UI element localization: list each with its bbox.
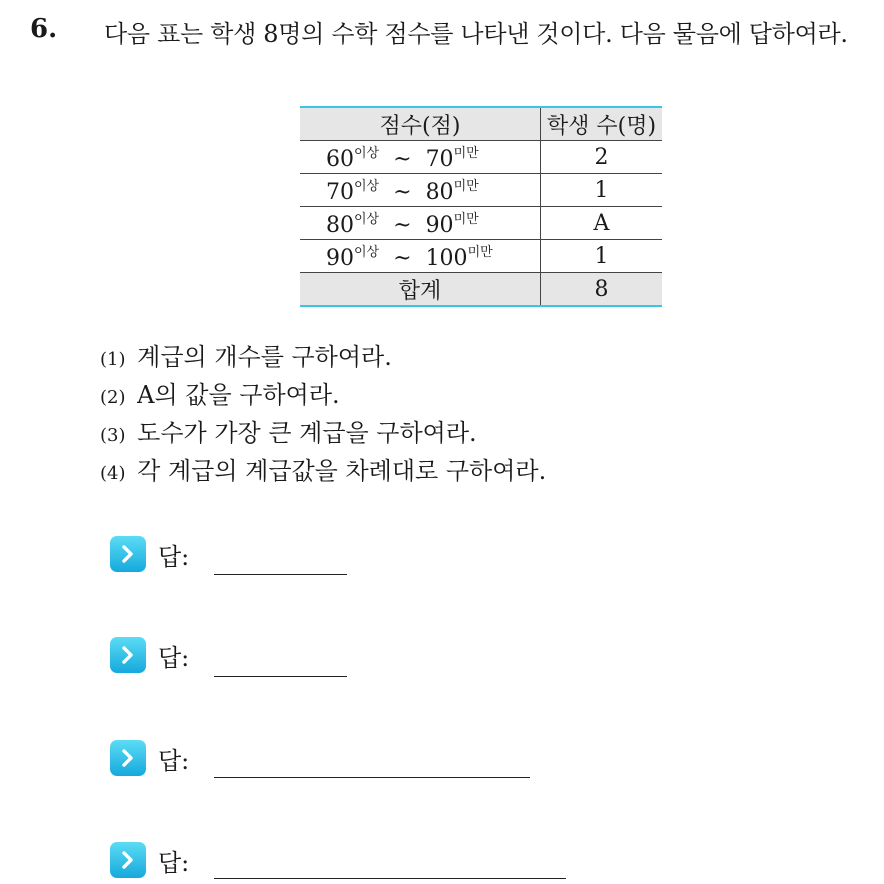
answer-label: 답: bbox=[158, 643, 190, 672]
sub-question-list bbox=[100, 338, 546, 490]
table-row bbox=[300, 207, 662, 240]
answer-row-1 bbox=[110, 534, 189, 574]
class-count: 1 bbox=[541, 240, 663, 273]
answer-blank-4[interactable] bbox=[214, 878, 566, 879]
sub-question: (1) 계급의 개수를 구하여라. bbox=[100, 343, 392, 371]
answer-blank-2[interactable] bbox=[214, 676, 347, 677]
class-count: 1 bbox=[541, 174, 663, 207]
class-range: $70^{이상}$ ~ $80^{미만}$ bbox=[300, 174, 541, 207]
answer-row-2 bbox=[110, 635, 189, 675]
table-total-row bbox=[300, 273, 662, 307]
frequency-table bbox=[300, 106, 662, 307]
arrow-right-icon bbox=[110, 842, 146, 878]
answer-label: 답: bbox=[158, 542, 190, 571]
header-students: 학생 수(명) bbox=[541, 107, 663, 141]
arrow-right-icon bbox=[110, 536, 146, 572]
answer-row-4 bbox=[110, 840, 189, 880]
table-row bbox=[300, 240, 662, 273]
answer-row-3 bbox=[110, 738, 189, 778]
total-value: 8 bbox=[541, 273, 663, 307]
table-header-row bbox=[300, 107, 662, 141]
answer-blank-3[interactable] bbox=[214, 777, 530, 778]
sub-question: (4) 각 계급의 계급값을 차례대로 구하여라. bbox=[100, 457, 547, 485]
class-count: A bbox=[541, 207, 663, 240]
class-range: $90^{이상}$ ~ $100^{미만}$ bbox=[300, 240, 541, 273]
arrow-right-icon bbox=[110, 637, 146, 673]
answer-blank-1[interactable] bbox=[214, 574, 347, 575]
total-label: 합계 bbox=[300, 273, 541, 307]
class-range: $60^{이상}$ ~ $70^{미만}$ bbox=[300, 141, 541, 174]
arrow-right-icon bbox=[110, 740, 146, 776]
answer-label: 답: bbox=[158, 848, 190, 877]
class-count: 2 bbox=[541, 141, 663, 174]
sub-question: (3) 도수가 가장 큰 계급을 구하여라. bbox=[100, 419, 477, 447]
sub-question: (2) A의 값을 구하여라. bbox=[100, 381, 340, 409]
table-row bbox=[300, 141, 662, 174]
header-score: 점수(점) bbox=[300, 107, 541, 141]
question-text: 다음 표는 학생 8명의 수학 점수를 나타낸 것이다. 다음 물음에 답하여라. bbox=[104, 20, 848, 48]
class-range: $80^{이상}$ ~ $90^{미만}$ bbox=[300, 207, 541, 240]
table-row bbox=[300, 174, 662, 207]
question-number: 6. bbox=[30, 14, 58, 44]
answer-label: 답: bbox=[158, 746, 190, 775]
